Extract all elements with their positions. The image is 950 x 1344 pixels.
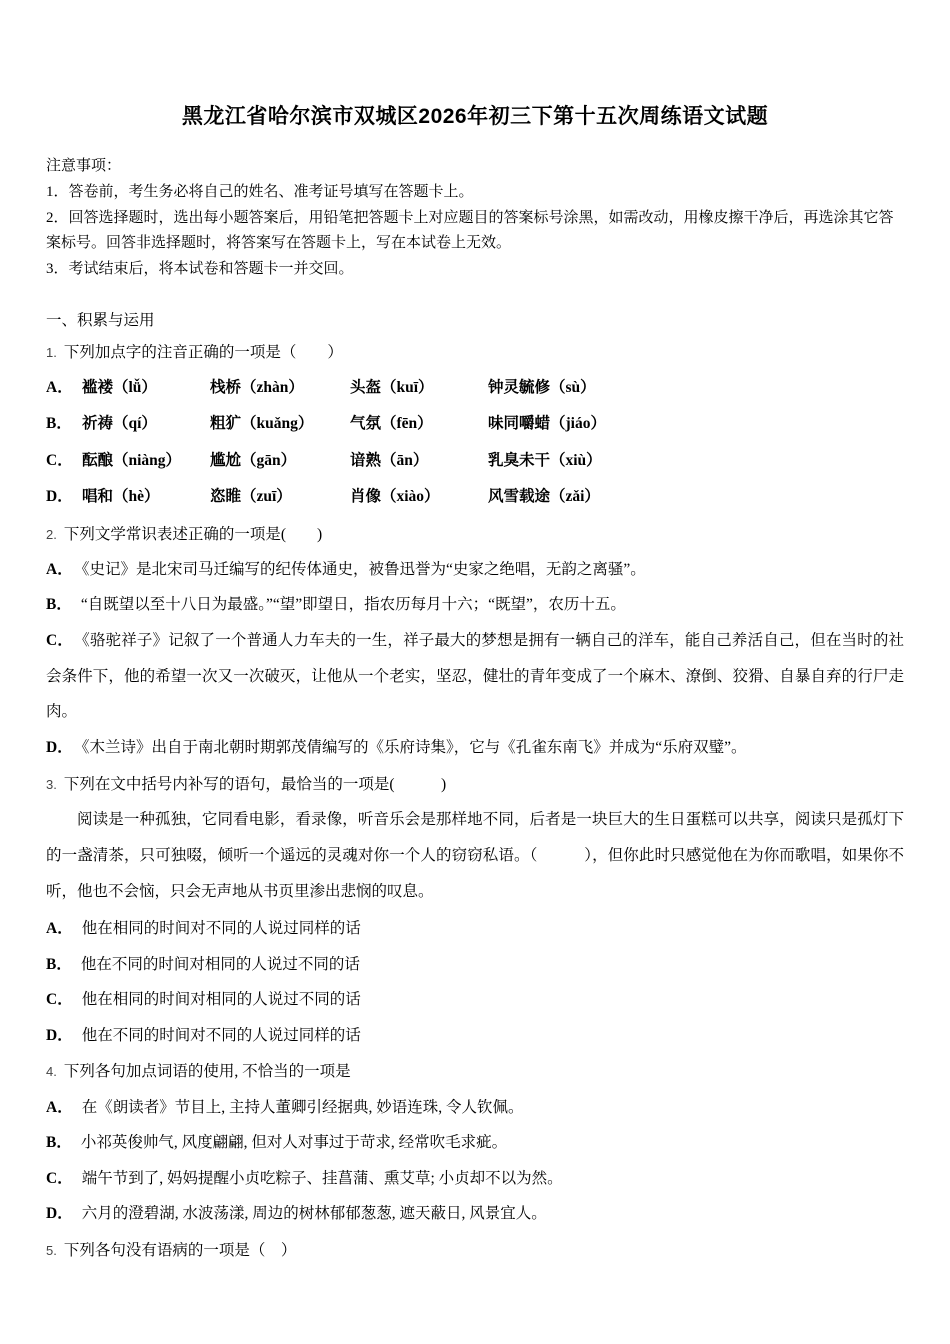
option-row [46, 1090, 904, 1126]
question [46, 1055, 904, 1232]
option-cell: 乳臭未干（xiù） [488, 451, 602, 469]
question-stem [46, 1234, 904, 1268]
option-row [46, 1161, 904, 1197]
option-cell: 肖像（xiào） [350, 488, 440, 506]
option-cell: 唱和（hè） [82, 488, 160, 506]
option-label: A． [46, 378, 73, 396]
option-label: B． [46, 596, 72, 614]
option-label: C． [46, 1169, 73, 1187]
option-row [46, 406, 904, 442]
option-cell: 气氛（fēn） [350, 415, 433, 433]
option-text: 端午节到了, 妈妈提醒小贞吃粽子、挂菖蒲、熏艾草; 小贞却不以为然。 [81, 1169, 563, 1187]
notice-heading: 注意事项： [46, 158, 122, 174]
option-label: C． [46, 451, 73, 469]
notice-item: 2．回答选择题时，选出每小题答案后，用铅笔把答题卡上对应题目的答案标号涂黑，如需改动，用橡皮擦干净后，再选涂其它答案标号。回答非选择题时，将答案写在答题卡上，写在本试卷上无效。 [46, 209, 894, 252]
page-title: 黑龙江省哈尔滨市双城区2026年初三下第十五次周练语文试题 [181, 105, 769, 128]
option-text: 他在相同的时间对不同的人说过同样的话 [81, 919, 361, 937]
option-row [46, 1125, 904, 1161]
option-label: A． [46, 919, 73, 937]
question-stem-text: 下列在文中括号内补写的语句，最恰当的一项是( ) [63, 775, 447, 793]
option-text: 《史记》是北宋司马迁编写的纪传体通史，被鲁迅誉为“史家之绝唱，无韵之离骚”。 [81, 560, 646, 578]
option-label: B． [46, 1134, 72, 1152]
option-label: A． [46, 560, 73, 578]
notice-section [46, 154, 904, 283]
option-label: D． [46, 1205, 73, 1223]
question [46, 1234, 904, 1268]
option-text: 《骆驼祥子》记叙了一个普通人力车夫的一生，祥子最大的梦想是拥有一辆自己的洋车，能自己养活自己，但在当时的社会条件下，他的希望一次又一次破灭，让他从一个老实，坚忍，健壮的青年变成了一个麻木、潦倒、狡猾、自暴自弃的行尸走肉。 [46, 631, 904, 721]
question-list [46, 336, 904, 1268]
option-row [46, 730, 904, 766]
question-number: 4. [46, 1064, 57, 1080]
option-cell: 味同嚼蜡（jiáo） [488, 415, 606, 433]
question [46, 768, 904, 1054]
option-cell: 头盔（kuī） [350, 378, 434, 396]
option-cell: 谙熟（ān） [350, 451, 429, 469]
question-stem [46, 768, 904, 802]
option-cell: 恣睢（zuī） [210, 488, 292, 506]
option-row [46, 1018, 904, 1054]
option-text: 六月的澄碧湖, 水波荡漾, 周边的树林郁郁葱葱, 遮天蔽日, 风景宜人。 [81, 1205, 547, 1223]
question-stem-text: 下列各句没有语病的一项是（ ） [63, 1242, 297, 1260]
option-cell: 褴褛（lǚ） [82, 378, 157, 396]
section-heading: 一、积累与运用 [46, 311, 155, 329]
option-label: C． [46, 991, 73, 1009]
option-cell: 钟灵毓修（sù） [488, 378, 596, 396]
option-cell: 栈桥（zhàn） [210, 378, 304, 396]
question-stem-text: 下列各句加点词语的使用, 不恰当的一项是 [63, 1063, 351, 1081]
option-row [46, 552, 904, 588]
option-row [46, 370, 904, 406]
option-row [46, 587, 904, 623]
option-text: 他在相同的时间对相同的人说过不同的话 [81, 991, 361, 1009]
option-cell: 酝酿（niàng） [82, 451, 182, 469]
option-cell: 风雪载途（zǎi） [488, 488, 600, 506]
question-number: 3. [46, 776, 57, 792]
question-number: 5. [46, 1243, 57, 1259]
option-row [46, 911, 904, 947]
option-label: D． [46, 738, 73, 756]
option-text: “自既望以至十八日为最盛。”“望”即望日，指农历每月十六；“既望”，农历十五。 [80, 596, 626, 614]
option-label: B． [46, 415, 72, 433]
question-stem [46, 336, 904, 370]
option-text: 《木兰诗》出自于南北朝时期郭茂倩编写的《乐府诗集》，它与《孔雀东南飞》并成为“乐府双璧”。 [81, 738, 747, 756]
option-row [46, 443, 904, 479]
question [46, 518, 904, 766]
question-passage: 阅读是一种孤独，它同看电影，看录像，听音乐会是那样地不同，后者是一块巨大的生日蛋糕可以共享，阅读只是孤灯下的一盏清茶，只可独啜，倾听一个遥远的灵魂对你一个人的窃窃私语。（ ），但你此时只感觉他在为你而歌唱，如果你不听，他也不会恼，只会无声地从书页里渗出悲悯的叹息。 [46, 810, 904, 901]
option-label: B． [46, 955, 72, 973]
option-label: D． [46, 488, 73, 506]
option-label: D． [46, 1026, 73, 1044]
option-text: 在《朗读者》节目上, 主持人董卿引经据典, 妙语连珠, 令人钦佩。 [81, 1098, 524, 1116]
option-row [46, 479, 904, 515]
option-text: 他在不同的时间对相同的人说过不同的话 [80, 955, 360, 973]
notice-item: 3．考试结束后，将本试卷和答题卡一并交回。 [46, 261, 354, 278]
option-row [46, 1196, 904, 1232]
question-number: 1. [46, 344, 57, 360]
option-text: 他在不同的时间对不同的人说过同样的话 [81, 1026, 361, 1044]
option-row [46, 947, 904, 983]
question-number: 2. [46, 526, 57, 542]
option-cell: 祈祷（qí） [82, 415, 157, 433]
option-row [46, 982, 904, 1018]
option-cell: 粗犷（kuǎng） [210, 415, 314, 433]
option-cell: 尴尬（gān） [210, 451, 297, 469]
notice-item: 1．答卷前，考生务必将自己的姓名、准考证号填写在答题卡上。 [46, 183, 474, 200]
option-row [46, 623, 904, 730]
question-stem-text: 下列加点字的注音正确的一项是（ ） [63, 343, 343, 361]
question-stem [46, 518, 904, 552]
question [46, 336, 904, 516]
option-label: C． [46, 631, 74, 649]
option-label: A． [46, 1098, 73, 1116]
option-text: 小祁英俊帅气, 风度翩翩, 但对人对事过于苛求, 经常吹毛求疵。 [80, 1134, 508, 1152]
question-stem-text: 下列文学常识表述正确的一项是( ) [63, 525, 323, 543]
question-stem [46, 1055, 904, 1089]
